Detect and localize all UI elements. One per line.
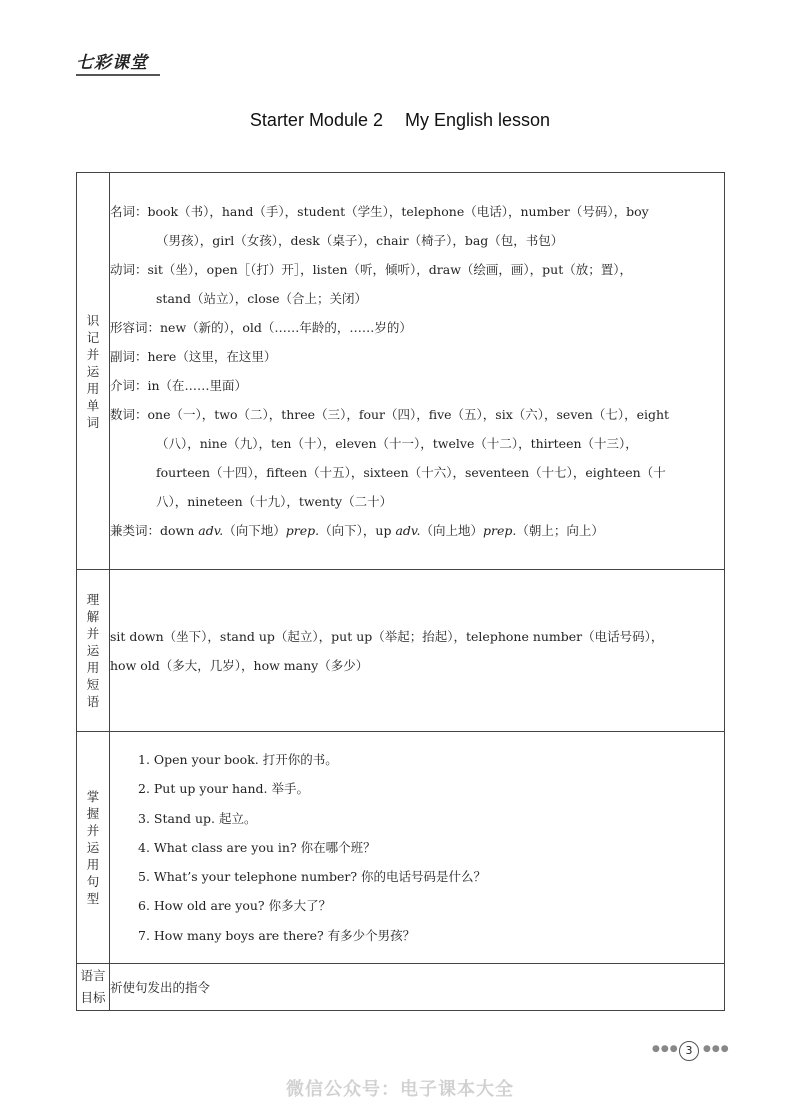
dots-left-icon: ●●● <box>652 1044 679 1054</box>
adverbs-line: 副词：here（这里，在这里） <box>110 349 277 364</box>
words-label: 识 记 并 运 用 单 词 <box>77 173 110 570</box>
phrases-line-1: sit down（坐下），stand up（起立），put up（举起；抬起），telephone number（电话号码）， <box>110 628 664 644</box>
sentence-item: 7. How many boys are there? 有多少个男孩？ <box>138 927 416 943</box>
phrases-label: 理 解 并 运 用 短 语 <box>77 570 110 732</box>
watermark: 微信公众号：电子课本大全 <box>286 1079 514 1100</box>
title-module: Starter Module 2 <box>249 110 383 130</box>
logo-underline <box>76 74 160 76</box>
words-row <box>77 173 725 570</box>
numerals-line-cont-3: 八），nineteen（十九），twenty（二十） <box>156 494 393 509</box>
prepositions-line: 介词：in（在……里面） <box>110 378 248 393</box>
goal-text: 祈使句发出的指令 <box>110 979 211 995</box>
goal-row <box>77 964 725 1011</box>
phrases-content <box>110 570 725 732</box>
numerals-line-cont-2: fourteen（十四），fifteen（十五），sixteen（十六），seventeen（十七），eighteen（十 <box>156 465 666 480</box>
page-number-badge <box>652 1041 730 1061</box>
verbs-line: 动词：sit（坐），open［（打）开］，listen（听，倾听），draw（绘画，画），put（放；置）， <box>110 262 632 277</box>
phrases-row <box>77 570 725 732</box>
sentences-content <box>110 732 725 964</box>
nouns-line-cont: （男孩），girl（女孩），desk（桌子），chair（椅子），bag（包，书包） <box>156 233 564 248</box>
sentence-item: 5. What’s your telephone number? 你的电话号码是什么？ <box>138 869 487 885</box>
sentence-item: 4. What class are you in? 你在哪个班？ <box>138 839 376 855</box>
words-content <box>110 173 725 570</box>
sentence-item: 3. Stand up. 起立。 <box>138 810 257 826</box>
multi-class-line: 兼类词：down adv.（向下地）prep.（向下），up adv.（向上地）prep.（朝上；向上） <box>110 523 604 538</box>
adjectives-line: 形容词：new（新的），old（……年龄的，……岁的） <box>110 320 412 335</box>
phrases-line-2: how old（多大，几岁），how many（多少） <box>110 657 369 673</box>
sentence-item: 2. Put up your hand. 举手。 <box>138 781 309 797</box>
summary-table <box>76 172 725 1011</box>
goal-label: 语言 目标 <box>77 964 110 1011</box>
sentences-label: 掌 握 并 运 用 句 型 <box>77 732 110 964</box>
nouns-line: 名词：book（书），hand（手），student（学生），telephone（电话），number（号码），boy <box>110 204 649 219</box>
publisher-logo <box>76 52 160 78</box>
sentence-item: 1. Open your book. 打开你的书。 <box>138 751 338 767</box>
goal-content <box>110 964 725 1011</box>
sentences-row <box>77 732 725 964</box>
numerals-line: 数词：one（一），two（二），three（三），four（四），five（五），six（六），seven（七），eight <box>110 407 670 422</box>
sentence-item: 6. How old are you? 你多大了？ <box>138 898 332 914</box>
numerals-line-cont-1: （八），nine（九），ten（十），eleven（十一），twelve（十二），thirteen（十三）， <box>156 436 638 451</box>
logo-text: 七彩课堂 <box>76 53 148 73</box>
dots-right-icon: ●●● <box>703 1044 730 1054</box>
verbs-line-cont: stand（站立），close（合上；关闭） <box>156 291 368 306</box>
page-title <box>0 110 800 131</box>
title-lesson: My English lesson <box>405 110 551 130</box>
page-number: 3 <box>679 1041 699 1061</box>
